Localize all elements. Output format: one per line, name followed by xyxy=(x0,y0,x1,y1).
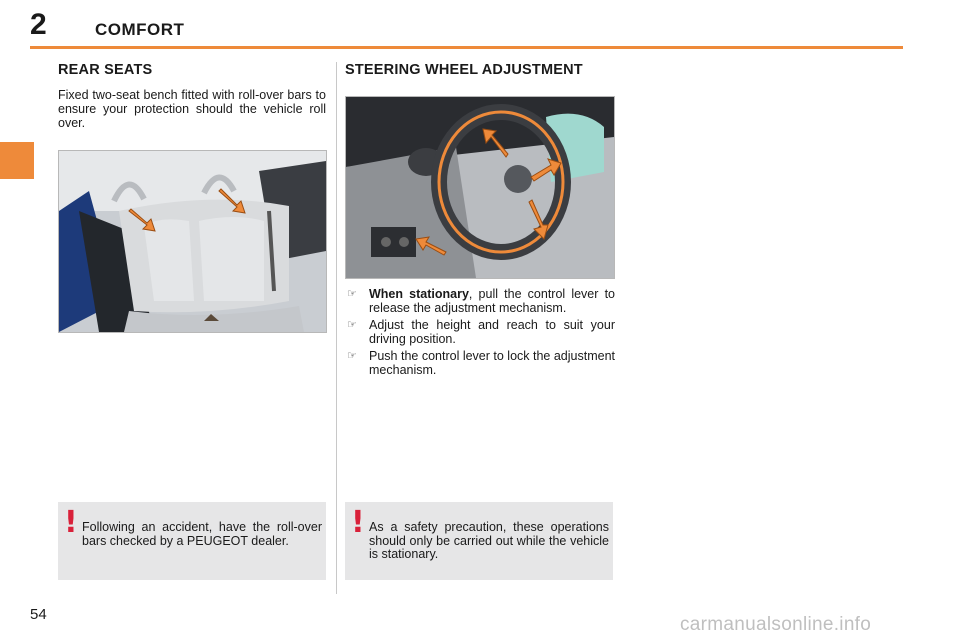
page-number: 54 xyxy=(30,606,47,623)
rear-seats-photo xyxy=(58,150,327,333)
warning-icon: ! xyxy=(64,505,78,540)
step-text: Adjust the height and reach to suit your driving position. xyxy=(369,318,615,346)
watermark: carmanualsonline.info xyxy=(680,614,872,635)
steering-warning-box xyxy=(345,502,613,580)
pointing-hand-icon: ☞ xyxy=(347,319,357,331)
rear-seats-warning-text: Following an accident, have the roll-over bars checked by a PEUGEOT dealer. xyxy=(82,520,322,548)
steering-steps-list xyxy=(345,287,615,380)
column-divider xyxy=(336,62,337,594)
rear-seats-description: Fixed two-seat bench fitted with roll-over bars to ensure your protection should the vehicle roll over. xyxy=(58,88,326,130)
steering-step xyxy=(345,318,615,346)
step-text: , pull the control lever to release the adjustment mechanism. xyxy=(369,287,615,315)
chapter-number: 2 xyxy=(30,8,47,41)
pointing-hand-icon: ☞ xyxy=(347,350,357,362)
steering-step xyxy=(345,287,615,315)
pointing-hand-icon: ☞ xyxy=(347,288,357,300)
rear-seats-title: REAR SEATS xyxy=(58,62,153,78)
step-emphasis: When stationary xyxy=(369,287,469,301)
steering-wheel-photo xyxy=(345,96,615,279)
chapter-side-tab xyxy=(0,142,34,179)
steering-wheel-title: STEERING WHEEL ADJUSTMENT xyxy=(345,62,583,78)
step-text: Push the control lever to lock the adjustment mechanism. xyxy=(369,349,615,377)
steering-warning-text: As a safety precaution, these operations should only be carried out while the vehicle is stationary. xyxy=(369,520,609,561)
chapter-title: COMFORT xyxy=(95,20,185,39)
header-rule xyxy=(30,46,903,49)
warning-icon: ! xyxy=(351,505,365,540)
rear-seats-warning-box xyxy=(58,502,326,580)
steering-step xyxy=(345,349,615,377)
